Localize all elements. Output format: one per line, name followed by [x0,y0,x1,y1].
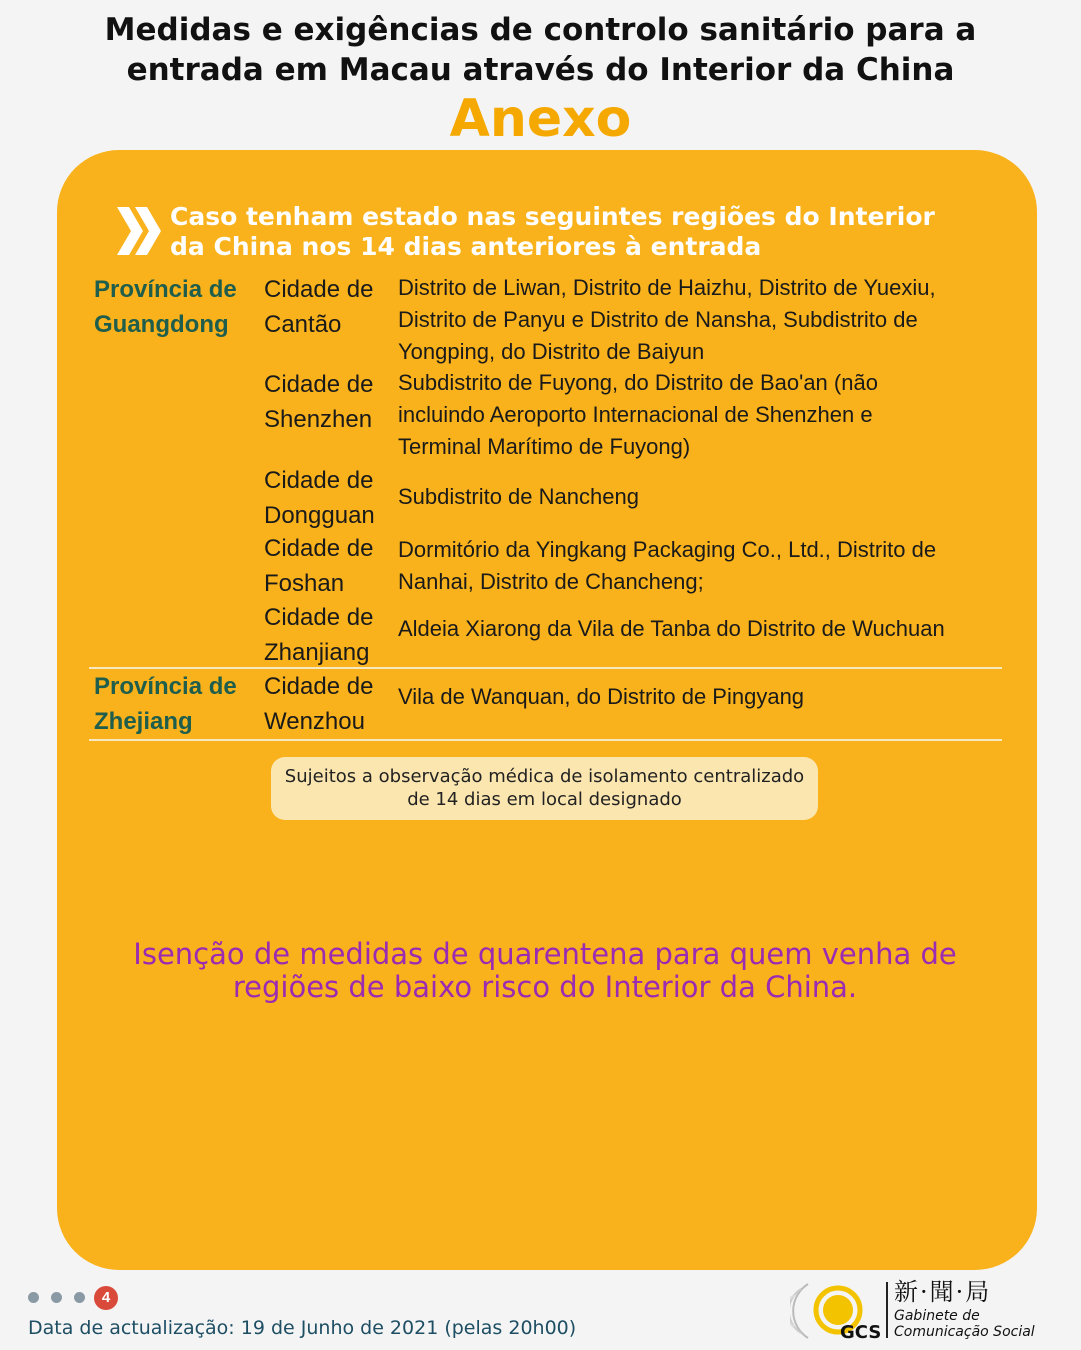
areas-dongguan [398,481,1008,513]
current-page-badge[interactable]: 4 [94,1286,118,1310]
update-date: Data de actualização: 19 de Junho de 2021 (pelas 20h00) [28,1317,577,1339]
city-foshan [264,531,394,601]
measure-line-2: de 14 dias em local designado [407,789,682,810]
province-label-line2: Guangdong [94,311,229,338]
city-label-line1: Cidade de [264,276,374,303]
city-cantao [264,272,394,342]
areas-foshan [398,534,1008,598]
city-label-line2: Shenzhen [264,406,373,433]
area-line: incluindo Aeroporto Internacional de Shenzhen e [398,402,873,427]
city-label-line1: Cidade de [264,604,374,631]
divider [89,739,1002,741]
page-dot[interactable] [74,1292,85,1303]
city-wenzhou [264,669,394,739]
city-label-line1: Cidade de [264,535,374,562]
exemption-line-1: Isenção de medidas de quarentena para quem venha de [133,937,957,971]
province-zhejiang [94,669,264,739]
city-label-line2: Zhanjiang [264,639,370,666]
city-label-line1: Cidade de [264,673,374,700]
logo-line-1: Gabinete de [894,1308,980,1324]
page-dot[interactable] [51,1292,62,1303]
city-label-line1: Cidade de [264,467,374,494]
measure-line-1: Sujeitos a observação médica de isolamento centralizado [284,766,805,787]
area-line: Vila de Wanquan, do Distrito de Pingyang [398,684,805,709]
province-label-line2: Zhejiang [94,708,193,735]
area-line: Yongping, do Distrito de Baiyun [398,339,705,364]
area-line: Distrito de Liwan, Distrito de Haizhu, Distrito de Yuexiu, [398,275,936,300]
city-zhanjiang [264,600,394,670]
city-label-line2: Dongguan [264,502,375,529]
lead-text [170,202,990,262]
area-line: Nanhai, Distrito de Chancheng; [398,569,704,594]
areas-zhanjiang [398,613,1008,645]
title-line-2: entrada em Macau através do Interior da China [126,52,955,88]
gcs-emblem-icon [790,1276,885,1346]
logo-mark: GCS [840,1322,882,1343]
area-line: Subdistrito de Nancheng [398,484,639,509]
measure-badge [271,757,818,820]
city-label-line2: Wenzhou [264,708,365,735]
area-line: Terminal Marítimo de Fuyong) [398,434,691,459]
province-guangdong [94,272,264,342]
city-dongguan [264,463,394,533]
area-line: Aldeia Xiarong da Vila de Tanba do Distrito de Wuchuan [398,616,945,641]
city-shenzhen [264,367,394,437]
area-line: Dormitório da Yingkang Packaging Co., Ltd., Distrito de [398,537,937,562]
province-label-line1: Província de [94,673,237,700]
area-line: Subdistrito de Fuyong, do Distrito de Bao'an (não [398,370,878,395]
logo-portuguese-name [894,1308,1035,1340]
logo-line-2: Comunicação Social [894,1324,1035,1340]
exemption-note [90,938,1000,1004]
city-label-line2: Cantão [264,311,342,338]
double-chevron-right-icon [115,205,163,257]
city-label-line2: Foshan [264,570,345,597]
page-title [0,10,1081,90]
province-label-line1: Província de [94,276,237,303]
areas-shenzhen [398,367,1008,463]
gcs-logo [790,1276,1070,1346]
city-label-line1: Cidade de [264,371,374,398]
exemption-line-2: regiões de baixo risco do Interior da China. [232,970,858,1004]
areas-wenzhou [398,681,1008,713]
logo-chinese-name: 新·聞·局 [894,1278,992,1306]
logo-divider [886,1282,888,1338]
area-line: Distrito de Panyu e Distrito de Nansha, Subdistrito de [398,307,918,332]
page-subtitle: Anexo [449,89,632,149]
page-dot[interactable] [28,1292,39,1303]
areas-cantao [398,272,1008,368]
lead-line-1: Caso tenham estado nas seguintes regiões do Interior [170,202,935,231]
lead-line-2: da China nos 14 dias anteriores à entrada [170,232,762,261]
title-line-1: Medidas e exigências de controlo sanitário para a [104,12,977,48]
